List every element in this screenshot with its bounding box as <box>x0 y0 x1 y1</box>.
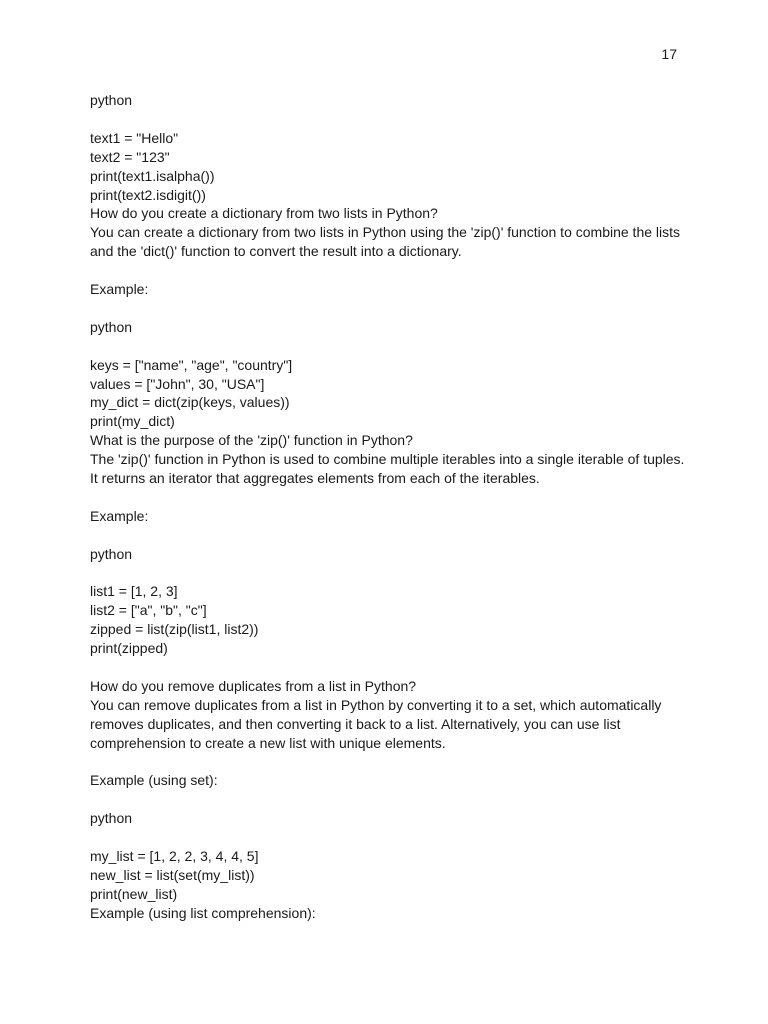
text-line: comprehension to create a new list with unique elements. <box>90 734 446 751</box>
text-line <box>90 337 690 356</box>
text-line: The 'zip()' function in Python is used to combine multiple iterables into a single iterable of tuples. <box>90 451 685 468</box>
text-line: my_list = [1, 2, 2, 3, 4, 4, 5] <box>90 848 259 865</box>
text-line <box>90 261 690 280</box>
text-line: values = ["John", 30, "USA"] <box>90 375 265 392</box>
document-body <box>90 91 690 923</box>
text-line: print(my_dict) <box>90 413 175 430</box>
text-line <box>90 488 690 507</box>
text-line: print(text2.isdigit()) <box>90 186 206 203</box>
text-line: python <box>90 92 133 108</box>
text-line: list1 = [1, 2, 3] <box>90 583 178 600</box>
text-line: It returns an iterator that aggregates elements from each of the iterables. <box>90 470 540 487</box>
text-line <box>90 828 690 847</box>
text-line <box>90 564 690 583</box>
text-line: Example: <box>90 281 149 298</box>
text-line <box>90 299 690 318</box>
text-line: zipped = list(zip(list1, list2)) <box>90 621 259 638</box>
text-line: keys = ["name", "age", "country"] <box>90 356 293 373</box>
text-line: You can remove duplicates from a list in Python by converting it to a set, which automatically <box>90 696 662 713</box>
text-line: list2 = ["a", "b", "c"] <box>90 602 207 619</box>
text-line: removes duplicates, and then converting it back to a list. Alternatively, you can use list <box>90 715 621 732</box>
text-line: python <box>90 810 133 827</box>
text-line <box>90 753 690 772</box>
text-line: text2 = "123" <box>90 148 170 165</box>
text-line: python <box>90 545 133 562</box>
text-line: and the 'dict()' function to convert the result into a dictionary. <box>90 243 462 260</box>
text-line: print(text1.isalpha()) <box>90 167 215 184</box>
text-line <box>90 790 690 809</box>
text-line: Example: <box>90 507 149 524</box>
text-line <box>90 658 690 677</box>
text-line: How do you create a dictionary from two lists in Python? <box>90 205 438 222</box>
text-line <box>90 526 690 545</box>
text-line <box>90 110 690 129</box>
text-line: Example (using list comprehension): <box>90 904 316 921</box>
text-line: print(new_list) <box>90 885 178 902</box>
text-line: print(zipped) <box>90 640 168 657</box>
page-number: 17 <box>661 46 677 62</box>
text-line: You can create a dictionary from two lists in Python using the 'zip()' function to combine the lists <box>90 224 681 241</box>
text-line: text1 = "Hello" <box>90 129 179 146</box>
text-line: new_list = list(set(my_list)) <box>90 866 255 883</box>
text-line: python <box>90 318 133 335</box>
text-line: What is the purpose of the 'zip()' function in Python? <box>90 432 413 449</box>
text-line: my_dict = dict(zip(keys, values)) <box>90 394 290 411</box>
text-line: Example (using set): <box>90 772 218 789</box>
text-line: How do you remove duplicates from a list in Python? <box>90 677 417 694</box>
